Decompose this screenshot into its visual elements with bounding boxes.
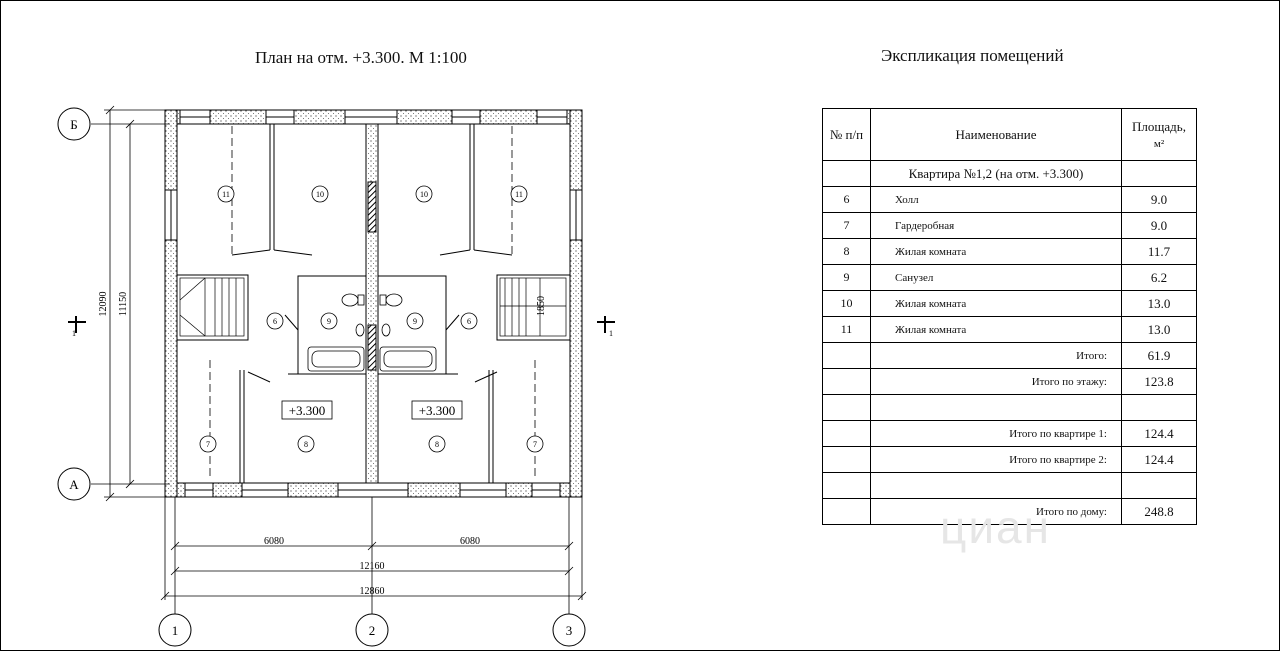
row-num: 7 <box>823 213 871 239</box>
watermark-logo: циан <box>940 501 1052 553</box>
apartment-title: Квартира №1,2 (на отм. +3.300) <box>871 161 1122 187</box>
dim-vertical-outer: 12090 <box>98 291 109 317</box>
row-name: Гардеробная <box>871 213 1122 239</box>
room-10-label: 10 <box>316 190 324 199</box>
header-area <box>1122 109 1197 161</box>
room-8-label: 8 <box>435 440 439 449</box>
dim-left-half: 6080 <box>264 536 284 547</box>
room-11-label: 11 <box>515 190 523 199</box>
room-7-label: 7 <box>533 440 537 449</box>
room-7-label: 7 <box>206 440 210 449</box>
total-value: 61.9 <box>1122 343 1197 369</box>
floor-total-row <box>823 369 1197 395</box>
house-total-value: 248.8 <box>1122 499 1197 525</box>
dim-stair: 1850 <box>536 296 547 316</box>
row-area: 6.2 <box>1122 265 1197 291</box>
vertical-dimensions <box>104 106 165 501</box>
apt2-total-label: Итого по квартире 2: <box>871 447 1122 473</box>
row-num: 8 <box>823 239 871 265</box>
dim-right-half: 6080 <box>460 536 480 547</box>
horizontal-dimensions <box>161 497 586 600</box>
header-area-unit: м² <box>1153 137 1165 150</box>
apt1-total-label: Итого по квартире 1: <box>871 421 1122 447</box>
floor-total-label: Итого по этажу: <box>871 369 1122 395</box>
row-area: 11.7 <box>1122 239 1197 265</box>
room-8-label: 8 <box>304 440 308 449</box>
row-area: 13.0 <box>1122 317 1197 343</box>
dim-inner-width: 12160 <box>359 561 385 572</box>
room-11-label: 11 <box>222 190 230 199</box>
room-9-label: 9 <box>413 317 417 326</box>
room-6-label: 6 <box>273 317 277 326</box>
row-name: Жилая комната <box>871 291 1122 317</box>
floor-total-value: 123.8 <box>1122 369 1197 395</box>
total-label: Итого: <box>871 343 1122 369</box>
axis-a-label: А <box>69 477 79 492</box>
apt1-total-row <box>823 421 1197 447</box>
explication-title: Экспликация помещений <box>881 46 1064 65</box>
table-row <box>823 291 1197 317</box>
dim-overall-width: 12860 <box>359 586 385 597</box>
stairs-left <box>180 278 244 336</box>
axis-3-label: 3 <box>565 623 573 638</box>
row-area: 13.0 <box>1122 291 1197 317</box>
apt2-total-row <box>823 447 1197 473</box>
table-row <box>823 187 1197 213</box>
header-name: Наименование <box>871 109 1122 161</box>
axis-1-label: 1 <box>171 623 179 638</box>
row-area: 9.0 <box>1122 213 1197 239</box>
section-mark-left: 1 <box>72 329 76 338</box>
section-mark-right: 1 <box>609 329 613 338</box>
row-name: Жилая комната <box>871 317 1122 343</box>
axis-2-label: 2 <box>368 623 376 638</box>
table-row <box>823 265 1197 291</box>
row-area: 9.0 <box>1122 187 1197 213</box>
table-row <box>823 239 1197 265</box>
row-name: Холл <box>871 187 1122 213</box>
room-10-label: 10 <box>420 190 428 199</box>
row-num: 9 <box>823 265 871 291</box>
axis-b-label: Б <box>70 117 78 132</box>
apt1-total-value: 124.4 <box>1122 421 1197 447</box>
stairs-right <box>500 278 566 336</box>
room-6-label: 6 <box>467 317 471 326</box>
row-name: Жилая комната <box>871 239 1122 265</box>
table-row <box>823 317 1197 343</box>
room-9-label: 9 <box>327 317 331 326</box>
outer-walls <box>165 110 582 497</box>
chimney <box>368 325 376 370</box>
section-marks <box>68 316 615 333</box>
dim-vertical-inner: 11150 <box>118 291 129 317</box>
header-num: № п/п <box>823 109 871 161</box>
level-mark-text: +3.300 <box>288 403 326 418</box>
table-row <box>823 213 1197 239</box>
header-area-label: Площадь, <box>1132 118 1186 134</box>
row-num: 10 <box>823 291 871 317</box>
level-mark-text: +3.300 <box>418 403 456 418</box>
chimney <box>368 182 376 232</box>
total-row <box>823 343 1197 369</box>
row-name: Санузел <box>871 265 1122 291</box>
row-num: 6 <box>823 187 871 213</box>
row-num: 11 <box>823 317 871 343</box>
house-total-label: Итого по дому: <box>871 499 1122 525</box>
plan-title: План на отм. +3.300. М 1:100 <box>255 48 467 67</box>
explication-table <box>822 108 1197 525</box>
apt2-total-value: 124.4 <box>1122 447 1197 473</box>
